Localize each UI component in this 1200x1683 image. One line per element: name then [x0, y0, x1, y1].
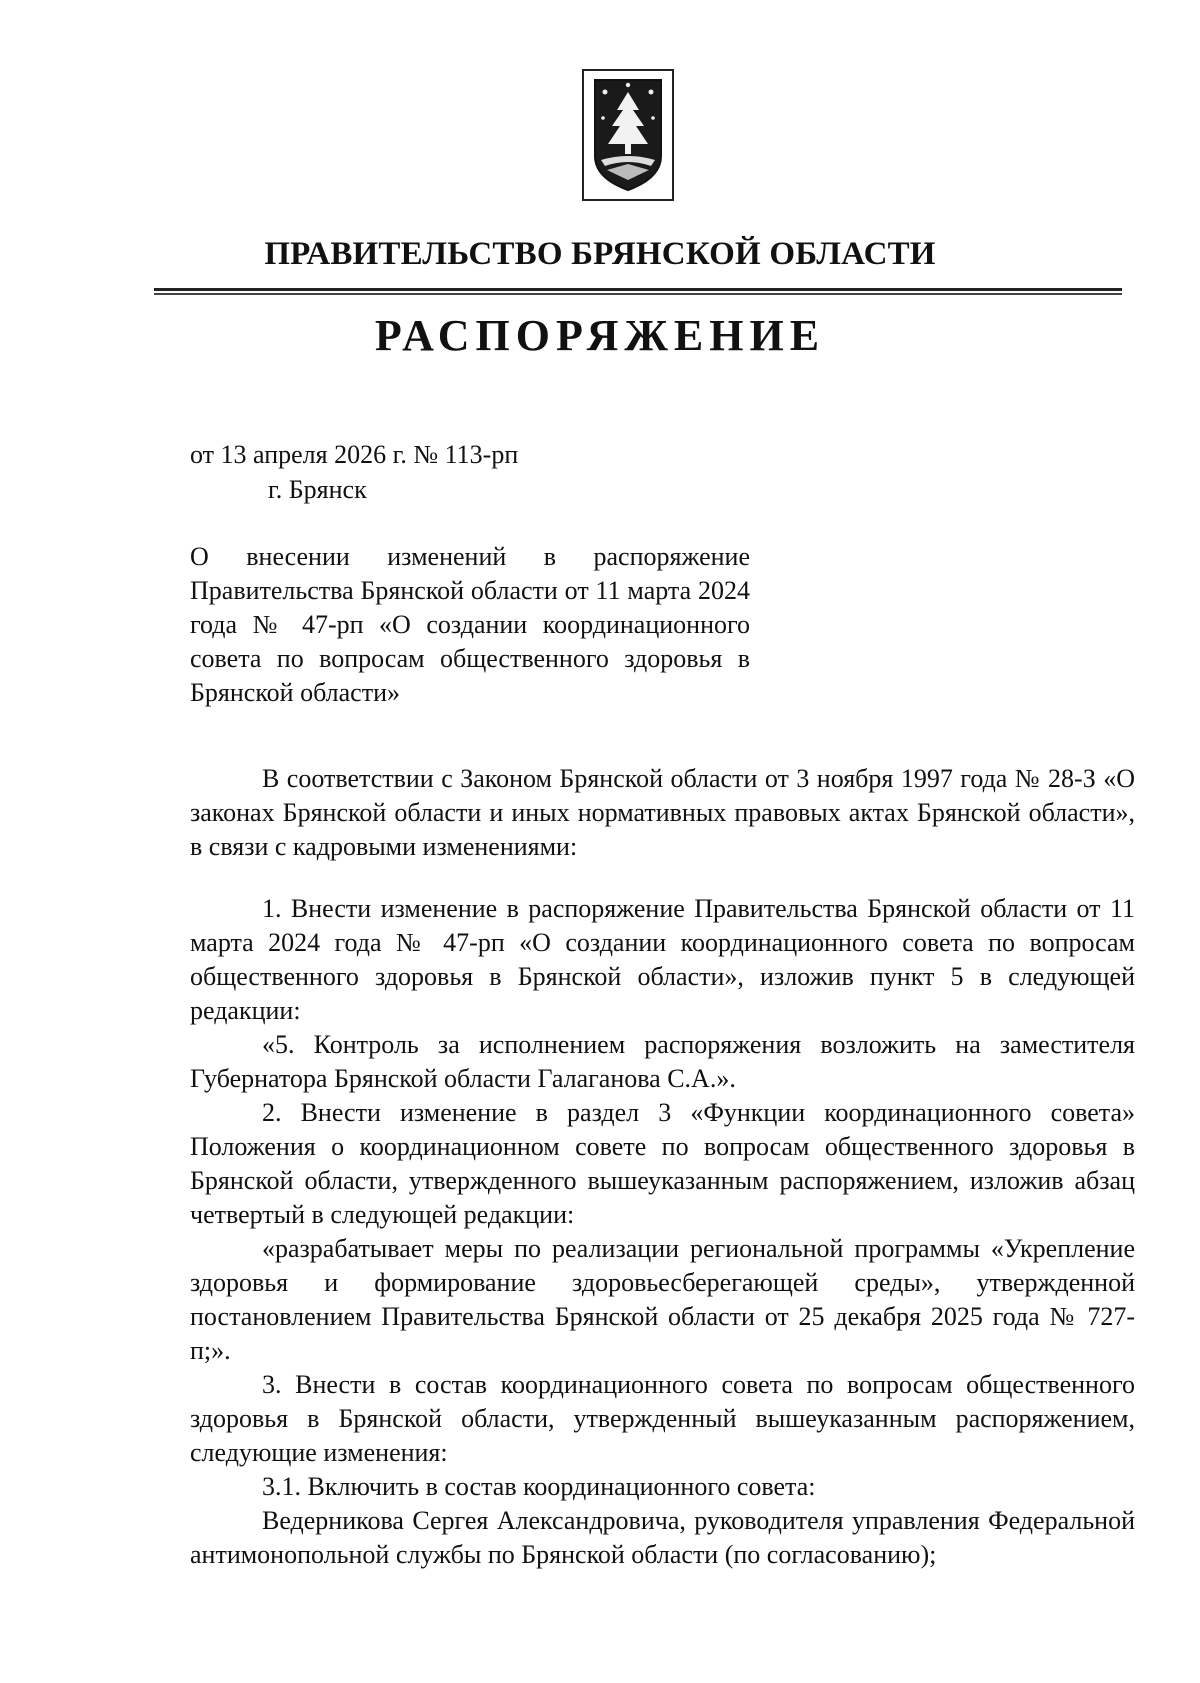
preamble-paragraph: В соответствии с Законом Брянской области от 3 ноября 1997 года № 28-З «О законах Брянской области и иных нормативных правовых актах Брянской области», в связи с кадровыми изменениями: [190, 764, 1135, 861]
document-body [190, 762, 1135, 1572]
header-rule-bottom [154, 293, 1122, 295]
item-2-quote-paragraph: «разрабатывает меры по реализации региональной программы «Укрепление здоровья и формирование здоровьесберегающей среды», утвержденной постановлением Правительства Брянской области от 25 декабря 2025 года № 727-п;». [190, 1234, 1135, 1365]
item-3-paragraph: 3. Внести в состав координационного совета по вопросам общественного здоровья в Брянской области, утвержденный вышеуказанным распоряжением, следующие изменения: [190, 1370, 1135, 1467]
city: г. Брянск [268, 475, 367, 504]
bryansk-coat-of-arms-emblem [581, 68, 675, 202]
item-3-1-paragraph: 3.1. Включить в состав координационного совета: [262, 1472, 816, 1501]
date-and-number: от 13 апреля 2026 г. № 113-рп [190, 440, 519, 469]
document-subject: О внесении изменений в распоряжение Правительства Брянской области от 11 марта 2024 года № 47-рп «О создании координационного совета по вопросам общественного здоровья в Брянской области» [190, 542, 750, 707]
item-3-1-member-paragraph: Ведерникова Сергея Александровича, руководителя управления Федеральной антимонопольной службы по Брянской области (по согласованию); [190, 1506, 1135, 1569]
header-rule-top [154, 288, 1122, 291]
organization-title: ПРАВИТЕЛЬСТВО БРЯНСКОЙ ОБЛАСТИ [264, 236, 936, 272]
document-type-heading: РАСПОРЯЖЕНИЕ [374, 311, 826, 360]
item-2-paragraph: 2. Внести изменение в раздел 3 «Функции координационного совета» Положения о координационном совете по вопросам общественного здоровья в Брянской области, утвержденного вышеуказанным распоряжением, изложив абзац четвертый в следующей редакции: [190, 1098, 1135, 1229]
item-1-quote-paragraph: «5. Контроль за исполнением распоряжения возложить на заместителя Губернатора Брянской области Галаганова С.А.». [190, 1030, 1135, 1093]
item-1-paragraph: 1. Внести изменение в распоряжение Правительства Брянской области от 11 марта 2024 года № 47-рп «О создании координационного совета по вопросам общественного здоровья в Брянской области», изложив пункт 5 в следующей редакции: [190, 894, 1135, 1025]
